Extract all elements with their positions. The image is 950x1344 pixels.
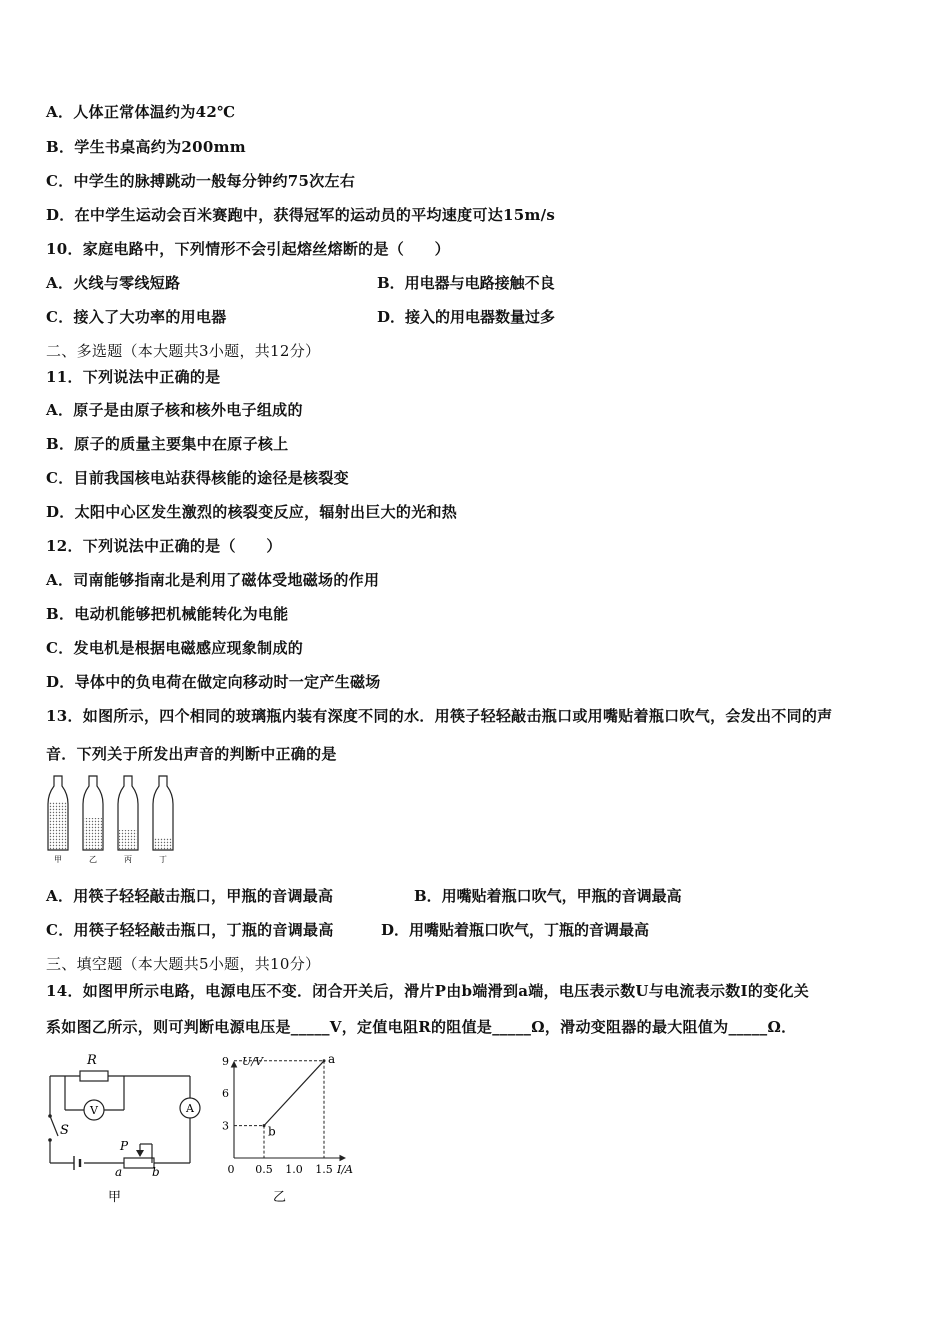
y-tick-label-6: 6 [222,1087,229,1101]
u-i-graph [215,1048,375,1208]
q11-option-a: A．原子是由原子核和核外电子组成的 [46,401,303,419]
point-label-b: b [268,1124,276,1139]
q12-option-a: A．司南能够指南北是利用了磁体受地磁场的作用 [46,571,380,589]
x-tick-label-1.0: 1.0 [285,1163,303,1176]
q10-option-c: C．接入了大功率的用电器 [46,308,227,326]
graph-caption: 乙 [273,1190,287,1205]
label-terminal-a: a [115,1165,123,1179]
label-ammeter: A [186,1102,194,1115]
q9-option-a: A．人体正常体温约为42℃ [46,103,236,121]
bottle-ding [153,776,173,850]
q9-option-d: D．在中学生运动会百米赛跑中，获得冠军的运动员的平均速度可达15m/s [46,206,556,224]
label-voltmeter: V [90,1104,98,1117]
q13-stem-line2: 音．下列关于所发出声音的判断中正确的是 [46,745,337,763]
q9-option-b: B．学生书桌高约为200mm [46,138,246,156]
x-axis-label: I/A [337,1163,353,1176]
q12-option-d: D．导体中的负电荷在做定向移动时一定产生磁场 [46,673,381,691]
q14-stem-line1: 14．如图甲所示电路，电源电压不变．闭合开关后，滑片P由b端滑到a端，电压表示数U与电流表示数I的变化关 [46,982,810,1000]
q9-option-c: C．中学生的脉搏跳动一般每分钟约75次左右 [46,172,356,190]
origin-label: 0 [227,1163,235,1176]
y-axis-label: U/V [242,1055,263,1068]
q11-option-b: B．原子的质量主要集中在原子核上 [46,435,289,453]
circuit-caption: 甲 [108,1190,122,1205]
slider-arrow [136,1150,144,1157]
u-i-line [264,1061,324,1126]
bottle-label-yi: 乙 [89,855,97,864]
q13-option-a: A．用筷子轻轻敲击瓶口，甲瓶的音调最高 [46,887,334,905]
data-point-b [263,1124,266,1127]
q12-option-b: B．电动机能够把机械能转化为电能 [46,605,289,623]
bottle-label-ding: 丁 [159,855,167,864]
q11-option-c: C．目前我国核电站获得核能的途径是核裂变 [46,469,349,487]
y-tick-label-9: 9 [222,1054,229,1068]
q10-stem: 10．家庭电路中，下列情形不会引起熔丝熔断的是（ ） [46,240,450,258]
bottle-yi [83,776,103,850]
q13-option-d: D．用嘴贴着瓶口吹气，丁瓶的音调最高 [381,921,650,939]
bottle-label-jia: 甲 [54,855,62,864]
rheostat [124,1158,154,1168]
section-heading-multiple-choice: 二、多选题（本大题共3小题，共12分） [46,342,321,360]
section-heading-fill-in: 三、填空题（本大题共5小题，共10分） [46,955,321,973]
x-tick-label-1.5: 1.5 [315,1163,333,1176]
q11-option-d: D．太阳中心区发生激烈的核裂变反应，辐射出巨大的光和热 [46,503,458,521]
bottle-jia [48,776,68,850]
label-slider-p: P [120,1139,129,1153]
q12-option-c: C．发电机是根据电磁感应现象制成的 [46,639,304,657]
label-switch: S [60,1123,69,1138]
q14-stem-line2: 系如图乙所示，则可判断电源电压是_____V，定值电阻R的阻值是_____Ω，滑动变阻器的最大阻值为_____Ω． [46,1018,797,1036]
point-label-a: a [328,1051,336,1066]
bottle-bing [118,776,138,850]
resistor-r [80,1071,108,1081]
data-point-a [323,1059,326,1062]
q13-stem-line1: 13．如图所示，四个相同的玻璃瓶内装有深度不同的水．用筷子轻轻敲击瓶口或用嘴贴着瓶口吹气，会发出不同的声 [46,707,833,725]
q13-option-b: B．用嘴贴着瓶口吹气，甲瓶的音调最高 [414,887,682,905]
q10-option-a: A．火线与零线短路 [46,274,181,292]
x-tick-label-0.5: 0.5 [255,1163,273,1176]
q11-stem: 11．下列说法中正确的是 [46,368,221,386]
q10-option-d: D．接入的用电器数量过多 [377,308,556,326]
q13-option-c: C．用筷子轻轻敲击瓶口，丁瓶的音调最高 [46,921,334,939]
bottle-label-bing: 丙 [124,855,132,864]
q12-stem: 12．下列说法中正确的是（ ） [46,537,282,555]
circuit-diagram [40,1048,210,1208]
q10-option-b: B．用电器与电路接触不良 [377,274,555,292]
y-tick-label-3: 3 [222,1119,229,1133]
label-terminal-b: b [152,1165,160,1179]
label-resistor: R [87,1053,97,1068]
bottles-figure [40,772,190,864]
